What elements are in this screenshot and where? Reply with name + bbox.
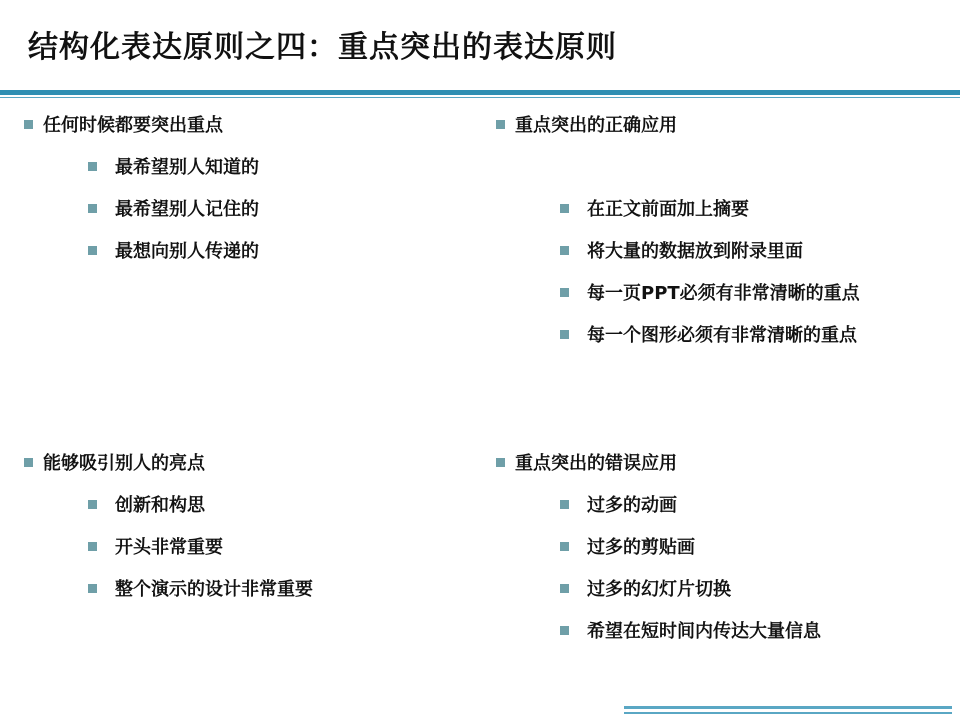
quadrant-3-item-text: 整个演示的设计非常重要: [115, 579, 313, 600]
quadrant-2-item: [560, 196, 749, 220]
quadrant-2-item-text: 将大量的数据放到附录里面: [587, 241, 803, 262]
square-bullet-icon: [560, 330, 569, 339]
quadrant-1-item: [88, 154, 259, 178]
quadrant-4-item: [560, 534, 695, 558]
square-bullet-icon: [24, 458, 33, 467]
quadrant-1-item-text: 最希望别人记住的: [115, 199, 259, 220]
quadrant-2-item-text: 在正文前面加上摘要: [587, 199, 749, 220]
quadrant-2-item: [560, 280, 860, 304]
square-bullet-icon: [88, 500, 97, 509]
title-divider-thin: [0, 97, 960, 98]
quadrant-1-item: [88, 238, 259, 262]
square-bullet-icon: [560, 288, 569, 297]
footer-divider-thin: [624, 712, 952, 714]
quadrant-1-heading-text: 任何时候都要突出重点: [43, 115, 223, 136]
square-bullet-icon: [88, 204, 97, 213]
square-bullet-icon: [496, 120, 505, 129]
square-bullet-icon: [24, 120, 33, 129]
quadrant-4-item: [560, 576, 731, 600]
quadrant-2-heading-text: 重点突出的正确应用: [515, 115, 677, 136]
square-bullet-icon: [560, 500, 569, 509]
quadrant-1-item-text: 最希望别人知道的: [115, 157, 259, 178]
quadrant-3-heading: [24, 450, 205, 474]
quadrant-1-item: [88, 196, 259, 220]
square-bullet-icon: [560, 626, 569, 635]
square-bullet-icon: [88, 162, 97, 171]
quadrant-2-item: [560, 322, 857, 346]
quadrant-1-item-text: 最想向别人传递的: [115, 241, 259, 262]
quadrant-3-item-text: 创新和构思: [115, 495, 205, 516]
quadrant-3-item: [88, 534, 223, 558]
title-divider: [0, 90, 960, 95]
square-bullet-icon: [560, 542, 569, 551]
square-bullet-icon: [560, 246, 569, 255]
quadrant-3-item-text: 开头非常重要: [115, 537, 223, 558]
quadrant-4-item-text: 希望在短时间内传达大量信息: [587, 621, 821, 642]
quadrant-4-item-text: 过多的幻灯片切换: [587, 579, 731, 600]
quadrant-4-item-text: 过多的动画: [587, 495, 677, 516]
quadrant-2-item-text: 每一页PPT必须有非常清晰的重点: [587, 283, 860, 304]
quadrant-2-item: [560, 238, 803, 262]
footer-divider: [624, 706, 952, 709]
quadrant-4-item: [560, 618, 821, 642]
square-bullet-icon: [88, 542, 97, 551]
square-bullet-icon: [560, 584, 569, 593]
quadrant-2-heading: [496, 112, 677, 136]
square-bullet-icon: [88, 246, 97, 255]
quadrant-1-heading: [24, 112, 223, 136]
square-bullet-icon: [560, 204, 569, 213]
quadrant-2-item-text: 每一个图形必须有非常清晰的重点: [587, 325, 857, 346]
quadrant-4-item-text: 过多的剪贴画: [587, 537, 695, 558]
quadrant-4-heading: [496, 450, 677, 474]
quadrant-3-item: [88, 576, 313, 600]
quadrant-4-item: [560, 492, 677, 516]
quadrant-4-heading-text: 重点突出的错误应用: [515, 453, 677, 474]
quadrant-3-item: [88, 492, 205, 516]
square-bullet-icon: [88, 584, 97, 593]
square-bullet-icon: [496, 458, 505, 467]
slide-title: 结构化表达原则之四：重点突出的表达原则: [28, 30, 617, 65]
quadrant-3-heading-text: 能够吸引别人的亮点: [43, 453, 205, 474]
